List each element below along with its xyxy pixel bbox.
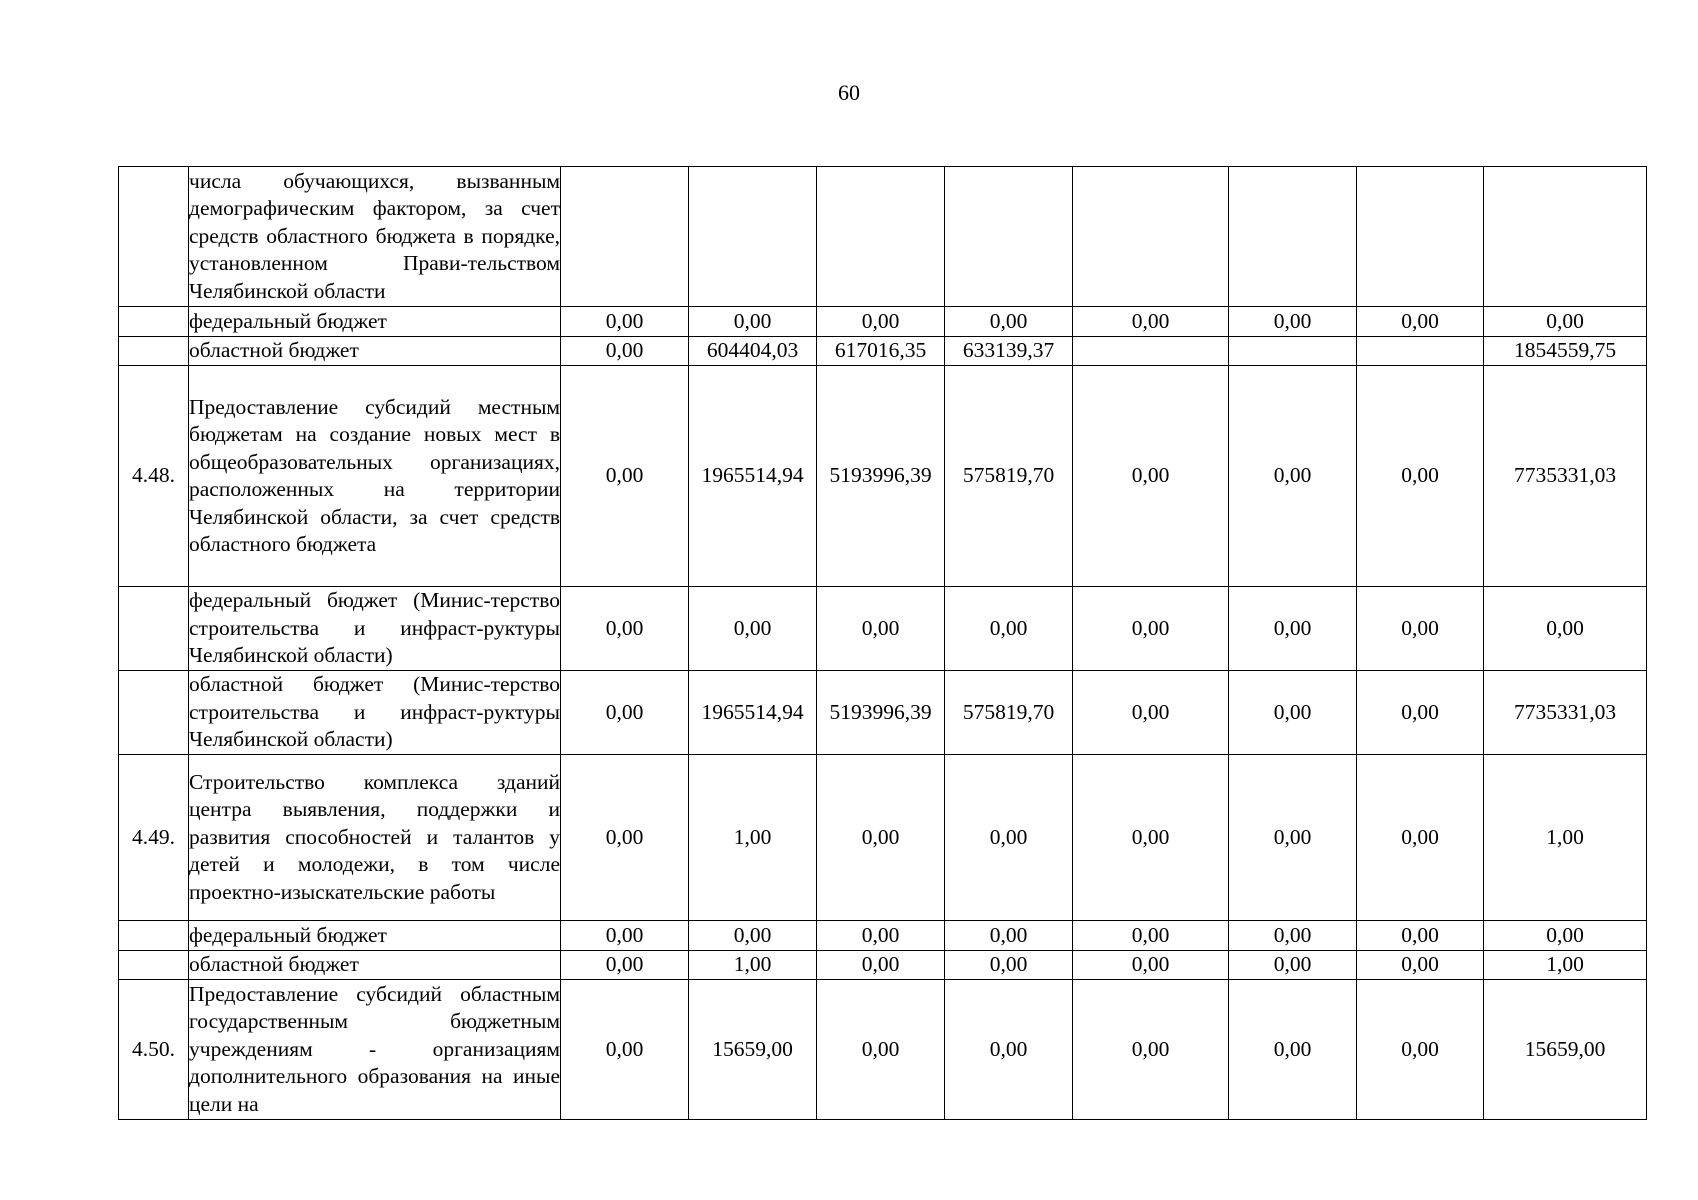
table-row: [119, 366, 1647, 587]
value-cell: 0,00: [945, 755, 1073, 921]
value-cell: 0,00: [817, 980, 945, 1120]
value-cell: 0,00: [561, 951, 689, 980]
value-cell: 0,00: [1357, 755, 1484, 921]
value-cell: 0,00: [1073, 921, 1229, 951]
value-cell: 7735331,03: [1484, 671, 1647, 755]
table-row: [119, 980, 1647, 1120]
table-row: [119, 671, 1647, 755]
table-row: [119, 307, 1647, 337]
value-cell: 0,00: [1484, 307, 1647, 337]
value-cell: 1,00: [689, 951, 817, 980]
value-cell: 0,00: [561, 755, 689, 921]
value-cell: 0,00: [561, 307, 689, 337]
value-cell: 0,00: [817, 755, 945, 921]
value-cell: 0,00: [817, 307, 945, 337]
table-row: [119, 921, 1647, 951]
value-cell: 0,00: [561, 921, 689, 951]
value-cell: 0,00: [1229, 307, 1357, 337]
value-cell: 15659,00: [1484, 980, 1647, 1120]
table-row: [119, 951, 1647, 980]
value-cell: [1073, 167, 1229, 307]
table-row: [119, 167, 1647, 307]
value-cell: 0,00: [1229, 671, 1357, 755]
row-name: федеральный бюджет: [189, 307, 561, 337]
table-row: [119, 587, 1647, 671]
value-cell: 0,00: [561, 980, 689, 1120]
row-number: [119, 951, 189, 980]
value-cell: 0,00: [817, 951, 945, 980]
value-cell: 0,00: [1357, 307, 1484, 337]
value-cell: 0,00: [945, 307, 1073, 337]
value-cell: 0,00: [1229, 755, 1357, 921]
value-cell: [945, 167, 1073, 307]
row-number: 4.49.: [119, 755, 189, 921]
value-cell: 604404,03: [689, 337, 817, 366]
value-cell: 617016,35: [817, 337, 945, 366]
value-cell: 1854559,75: [1484, 337, 1647, 366]
value-cell: [1357, 337, 1484, 366]
budget-table: [118, 166, 1647, 1120]
value-cell: 0,00: [817, 921, 945, 951]
value-cell: 0,00: [1357, 366, 1484, 587]
value-cell: 1,00: [1484, 755, 1647, 921]
value-cell: 0,00: [1073, 366, 1229, 587]
value-cell: 0,00: [561, 337, 689, 366]
row-name: Строительство комплекса зданий центра выявления, поддержки и развития способностей и талантов у детей и молодежи, в том числе проектно-изыскательские работы: [189, 755, 561, 921]
value-cell: 0,00: [1229, 921, 1357, 951]
row-number: [119, 921, 189, 951]
row-name: областной бюджет: [189, 337, 561, 366]
table-row: [119, 755, 1647, 921]
value-cell: 0,00: [1357, 921, 1484, 951]
value-cell: 0,00: [1484, 921, 1647, 951]
row-number: 4.50.: [119, 980, 189, 1120]
value-cell: [1229, 167, 1357, 307]
row-name: Предоставление субсидий местным бюджетам на создание новых мест в общеобразовательных организациях, расположенных на территории Челябинской области, за счет средств областного бюджета: [189, 366, 561, 587]
value-cell: 575819,70: [945, 366, 1073, 587]
value-cell: 0,00: [1073, 951, 1229, 980]
table-row: [119, 337, 1647, 366]
value-cell: 0,00: [945, 951, 1073, 980]
value-cell: 575819,70: [945, 671, 1073, 755]
row-name: Предоставление субсидий областным государственным бюджетным учреждениям - организациям дополнительного образования на иные цели на: [189, 980, 561, 1120]
row-name: областной бюджет (Минис-терство строительства и инфраст-руктуры Челябинской области): [189, 671, 561, 755]
row-name: числа обучающихся, вызванным демографическим фактором, за счет средств областного бюджета в порядке, установленном Прави-тельством Челябинской области: [189, 167, 561, 307]
value-cell: 0,00: [1484, 587, 1647, 671]
row-name: федеральный бюджет (Минис-терство строительства и инфраст-руктуры Челябинской области): [189, 587, 561, 671]
value-cell: 1,00: [1484, 951, 1647, 980]
value-cell: 0,00: [1073, 755, 1229, 921]
value-cell: 0,00: [1073, 671, 1229, 755]
value-cell: 5193996,39: [817, 671, 945, 755]
row-number: [119, 587, 189, 671]
value-cell: 633139,37: [945, 337, 1073, 366]
row-name: федеральный бюджет: [189, 921, 561, 951]
value-cell: 0,00: [561, 587, 689, 671]
value-cell: 0,00: [1073, 587, 1229, 671]
row-number: [119, 337, 189, 366]
value-cell: 0,00: [1357, 951, 1484, 980]
value-cell: 0,00: [1229, 366, 1357, 587]
row-number: [119, 307, 189, 337]
value-cell: 15659,00: [689, 980, 817, 1120]
value-cell: 1,00: [689, 755, 817, 921]
value-cell: [1484, 167, 1647, 307]
value-cell: [561, 167, 689, 307]
value-cell: 0,00: [1229, 951, 1357, 980]
row-number: [119, 671, 189, 755]
value-cell: 1965514,94: [689, 671, 817, 755]
value-cell: 0,00: [561, 366, 689, 587]
value-cell: 0,00: [1357, 671, 1484, 755]
value-cell: [817, 167, 945, 307]
value-cell: 7735331,03: [1484, 366, 1647, 587]
row-number: [119, 167, 189, 307]
row-number: 4.48.: [119, 366, 189, 587]
value-cell: [1073, 337, 1229, 366]
value-cell: 0,00: [689, 921, 817, 951]
value-cell: 0,00: [817, 587, 945, 671]
value-cell: 0,00: [1229, 980, 1357, 1120]
value-cell: 1965514,94: [689, 366, 817, 587]
value-cell: 0,00: [1073, 307, 1229, 337]
value-cell: 0,00: [561, 671, 689, 755]
row-name: областной бюджет: [189, 951, 561, 980]
value-cell: [1229, 337, 1357, 366]
value-cell: 0,00: [945, 587, 1073, 671]
value-cell: 0,00: [689, 307, 817, 337]
value-cell: 0,00: [945, 921, 1073, 951]
page-number: 60: [838, 80, 860, 105]
value-cell: 0,00: [689, 587, 817, 671]
value-cell: 0,00: [1357, 980, 1484, 1120]
value-cell: 5193996,39: [817, 366, 945, 587]
value-cell: [1357, 167, 1484, 307]
value-cell: 0,00: [945, 980, 1073, 1120]
value-cell: [689, 167, 817, 307]
value-cell: 0,00: [1073, 980, 1229, 1120]
value-cell: 0,00: [1357, 587, 1484, 671]
value-cell: 0,00: [1229, 587, 1357, 671]
